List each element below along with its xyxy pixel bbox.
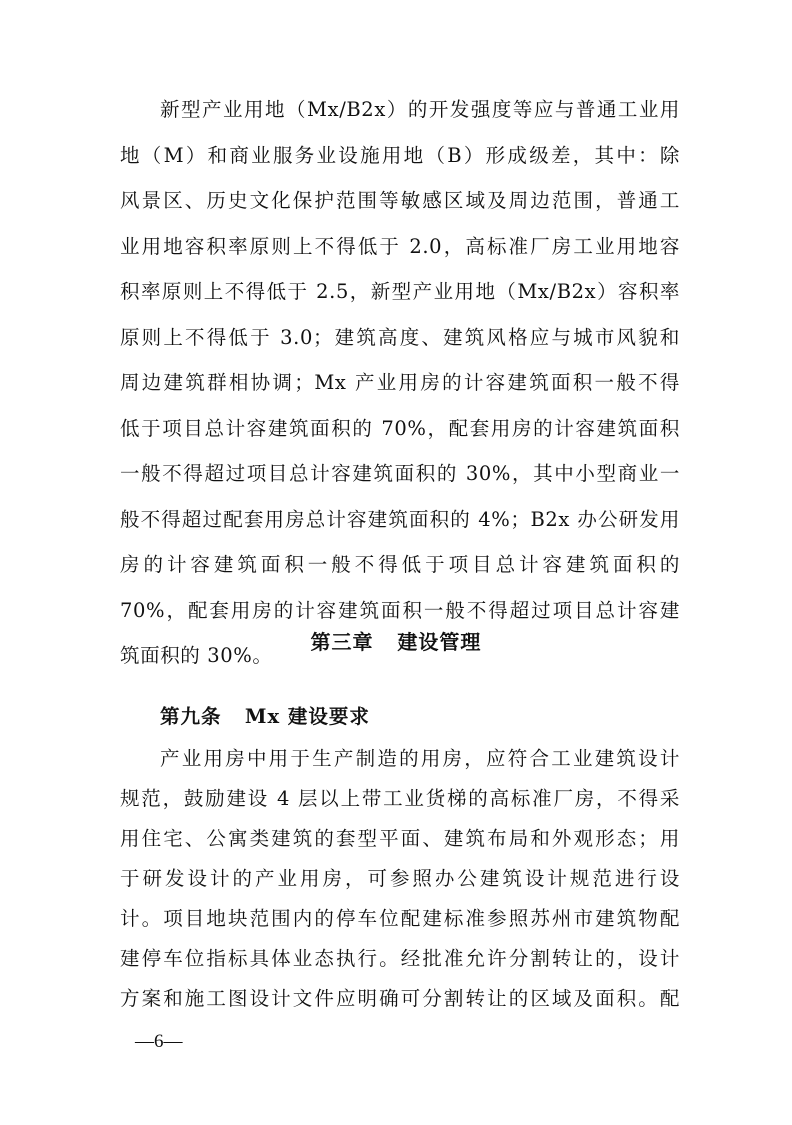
article-line: 方案和施工图设计文件应明确可分割转让的区域及面积。配 bbox=[120, 987, 680, 1010]
article-line: 于研发设计的产业用房，可参照办公建筑设计规范进行设 bbox=[120, 867, 680, 890]
article-line: 计。项目地块范围内的停车位配建标准参照苏州市建筑物配 bbox=[120, 907, 680, 930]
paragraph-line: 筑面积的 30%。 bbox=[120, 644, 273, 667]
article-line: 规范，鼓励建设 4 层以上带工业货梯的高标准厂房，不得采 bbox=[120, 787, 680, 810]
paragraph-line: 房的计容建筑面积一般不得低于项目总计容建筑面积的 bbox=[120, 553, 680, 576]
chapter-heading: 第三章 建设管理 bbox=[310, 630, 482, 654]
article-line: 建停车位指标具体业态执行。经批准允许分割转让的，设计 bbox=[120, 947, 680, 970]
paragraph-line: 风景区、历史文化保护范围等敏感区域及周边范围，普通工 bbox=[120, 189, 680, 212]
paragraph-line: 70%，配套用房的计容建筑面积一般不得超过项目总计容建 bbox=[120, 598, 680, 622]
page-number: —6— bbox=[135, 1031, 183, 1052]
article-line: 产业用房中用于生产制造的用房，应符合工业建筑设计 bbox=[160, 747, 680, 770]
paragraph-line: 业用地容积率原则上不得低于 2.0，高标准厂房工业用地容 bbox=[120, 234, 680, 258]
paragraph-line: 积率原则上不得低于 2.5，新型产业用地（Mx/B2x）容积率 bbox=[120, 280, 680, 303]
paragraph-line: 一般不得超过项目总计容建筑面积的 30%，其中小型商业一 bbox=[120, 462, 680, 485]
paragraph-line: 新型产业用地（Mx/B2x）的开发强度等应与普通工业用 bbox=[160, 98, 680, 121]
paragraph-line: 地（M）和商业服务业设施用地（B）形成级差，其中：除 bbox=[120, 143, 680, 167]
article-line: 用住宅、公寓类建筑的套型平面、建筑布局和外观形态；用 bbox=[120, 827, 680, 850]
paragraph-line: 周边建筑群相协调；Mx 产业用房的计容建筑面积一般不得 bbox=[120, 371, 680, 394]
paragraph-line: 般不得超过配套用房总计容建筑面积的 4%；B2x 办公研发用 bbox=[120, 507, 680, 531]
article-title: 第九条 Mx 建设要求 bbox=[160, 705, 370, 728]
paragraph-line: 原则上不得低于 3.0；建筑高度、建筑风格应与城市风貌和 bbox=[120, 325, 680, 349]
paragraph-line: 低于项目总计容建筑面积的 70%，配套用房的计容建筑面积 bbox=[120, 416, 680, 440]
